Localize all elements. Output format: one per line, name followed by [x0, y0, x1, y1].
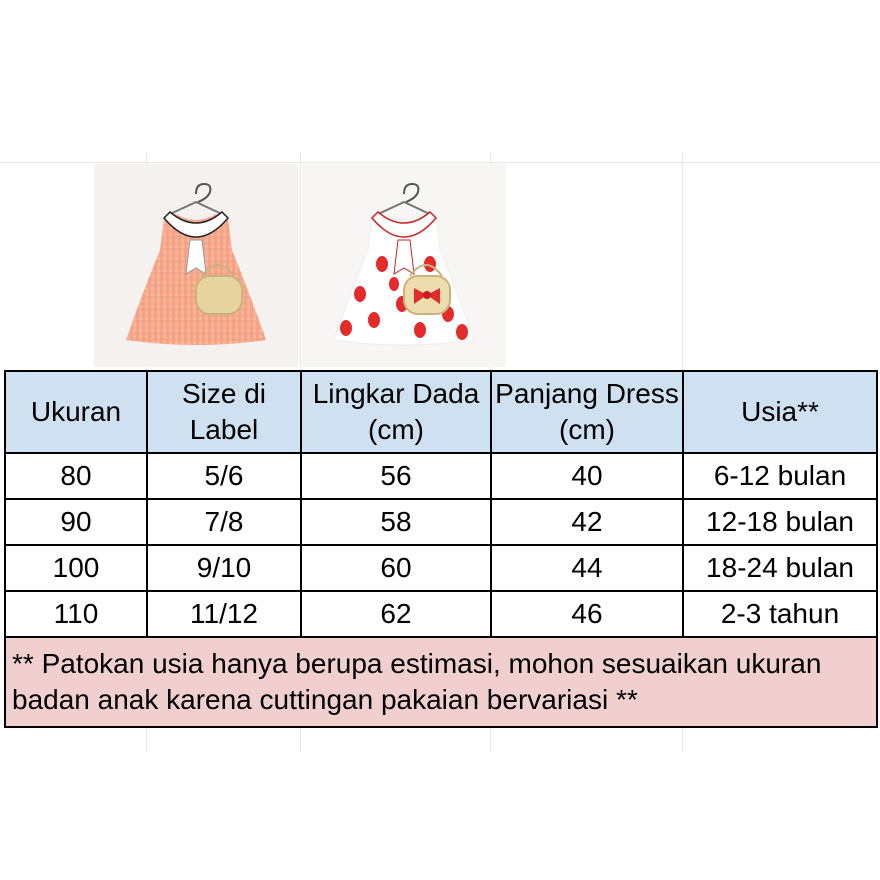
cell-panjang-dress: 40: [491, 453, 683, 499]
cell-ukuran: 80: [5, 453, 147, 499]
cell-lingkar-dada: 60: [301, 545, 491, 591]
product-photo-strawberry-dress: [302, 164, 506, 367]
cell-usia: 12-18 bulan: [683, 499, 877, 545]
dress-illustration: [94, 164, 298, 367]
header-usia: Usia**: [683, 371, 877, 453]
cell-usia: 2-3 tahun: [683, 591, 877, 637]
dress-illustration: [302, 164, 506, 367]
table-row: [5, 545, 877, 591]
size-chart-table: [4, 370, 878, 728]
cell-size-label: 9/10: [147, 545, 301, 591]
header-size-di-label: Size di Label: [147, 371, 301, 453]
table-row: [5, 591, 877, 637]
age-estimate-note: ** Patokan usia hanya berupa estimasi, mohon sesuaikan ukuran badan anak karena cuttingan pakaian bervariasi **: [5, 637, 877, 727]
cell-ukuran: 100: [5, 545, 147, 591]
header-lingkar-dada: Lingkar Dada (cm): [301, 371, 491, 453]
note-row: [5, 637, 877, 727]
cell-panjang-dress: 46: [491, 591, 683, 637]
grid-line: [0, 162, 880, 163]
header-ukuran: Ukuran: [5, 371, 147, 453]
cell-size-label: 7/8: [147, 499, 301, 545]
header-panjang-dress: Panjang Dress (cm): [491, 371, 683, 453]
cell-panjang-dress: 42: [491, 499, 683, 545]
table-row: [5, 499, 877, 545]
cell-size-label: 5/6: [147, 453, 301, 499]
cell-usia: 6-12 bulan: [683, 453, 877, 499]
cell-lingkar-dada: 56: [301, 453, 491, 499]
cell-size-label: 11/12: [147, 591, 301, 637]
cell-ukuran: 110: [5, 591, 147, 637]
product-photo-orange-dress: [94, 164, 298, 367]
cell-panjang-dress: 44: [491, 545, 683, 591]
table-row: [5, 453, 877, 499]
cell-lingkar-dada: 62: [301, 591, 491, 637]
header-row: [5, 371, 877, 453]
cell-usia: 18-24 bulan: [683, 545, 877, 591]
cell-ukuran: 90: [5, 499, 147, 545]
cell-lingkar-dada: 58: [301, 499, 491, 545]
